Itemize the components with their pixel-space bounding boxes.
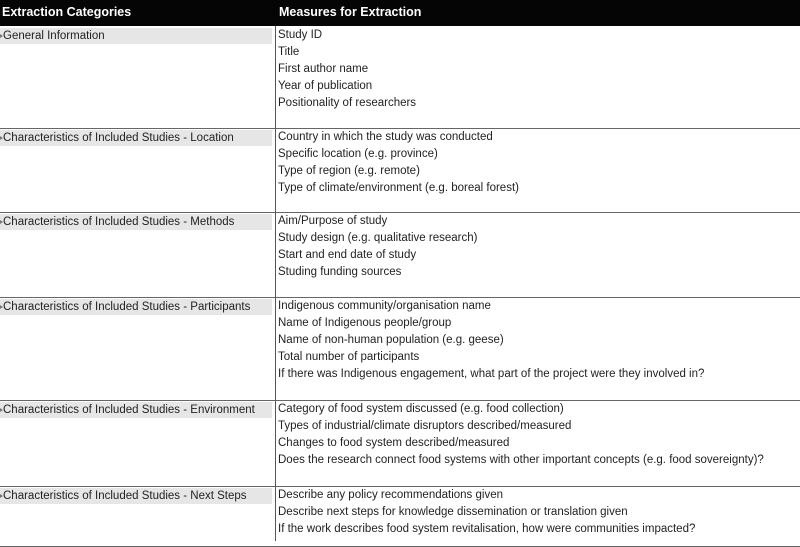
measure-item: If the work describes food system revitalisation, how were communities impacted? [278,523,696,535]
measure-item: Describe next steps for knowledge dissemination or translation given [278,506,628,518]
measure-item: Year of publication [278,80,373,92]
measure-item: Name of non-human population (e.g. geese) [278,334,504,346]
measure-item: Types of industrial/climate disruptors described/measured [278,420,572,432]
measures-list [278,27,416,112]
measure-item: Type of region (e.g. remote) [278,165,420,177]
measures-list [278,401,764,469]
measure-item: Study design (e.g. qualitative research) [278,232,478,244]
measure-item: Changes to food system described/measured [278,437,510,449]
measure-item: Study ID [278,29,323,41]
measure-item: Describe any policy recommendations given [278,489,503,501]
measure-item: Indigenous community/organisation name [278,300,491,312]
measure-item: Does the research connect food systems with other important concepts (e.g. food sovereignty)? [278,454,764,466]
table-row [0,129,800,213]
category-label: Characteristics of Included Studies - Location [0,130,272,146]
measures-list [278,298,704,383]
measure-item: Specific location (e.g. province) [278,148,438,160]
measure-item: Aim/Purpose of study [278,215,388,227]
table-row [0,213,800,298]
measure-item: First author name [278,63,369,75]
measure-item: Positionality of researchers [278,97,417,109]
table-row [0,487,800,547]
measure-item: Country in which the study was conducted [278,131,493,143]
category-label: Characteristics of Included Studies - Participants [0,299,272,315]
measure-item: Name of Indigenous people/group [278,317,452,329]
header-extraction-categories: Extraction Categories [2,5,132,19]
table-row [0,27,800,129]
category-label: General Information [0,28,272,44]
column-divider [275,26,276,541]
measure-item: Title [278,46,300,58]
measures-list [278,129,519,197]
measures-list [278,213,477,281]
table-row [0,401,800,487]
category-label: Characteristics of Included Studies - Next Steps [0,488,272,504]
table-header [0,0,800,26]
category-label: Characteristics of Included Studies - Methods [0,214,272,230]
measure-item: Start and end date of study [278,249,417,261]
measure-item: If there was Indigenous engagement, what part of the project were they involved in? [278,368,705,380]
measure-item: Category of food system discussed (e.g. food collection) [278,403,564,415]
table-row [0,298,800,401]
measure-item: Studing funding sources [278,266,402,278]
category-label: Characteristics of Included Studies - Environment [0,402,272,418]
measure-item: Type of climate/environment (e.g. boreal forest) [278,182,519,194]
header-measures-for-extraction: Measures for Extraction [279,5,422,19]
measure-item: Total number of participants [278,351,420,363]
measures-list [278,487,695,538]
